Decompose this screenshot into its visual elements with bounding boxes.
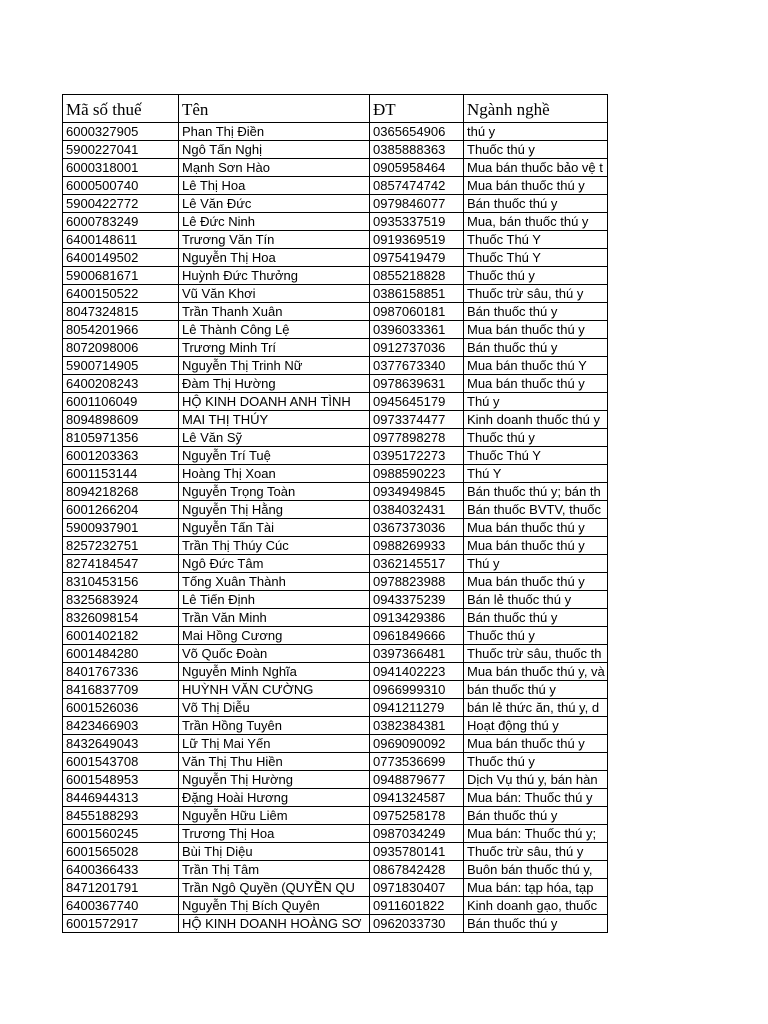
phone-cell[interactable]: 0987060181 xyxy=(370,303,464,321)
table-row xyxy=(63,465,608,483)
name-cell[interactable]: Nguyễn Tấn Tài xyxy=(179,519,370,537)
table-row xyxy=(63,807,608,825)
name-cell[interactable]: Lê Đức Ninh xyxy=(179,213,370,231)
table-row xyxy=(63,483,608,501)
phone-cell[interactable]: 0382384381 xyxy=(370,717,464,735)
tax-code-cell[interactable]: 6001572917 xyxy=(63,915,179,933)
phone-cell[interactable]: 0367373036 xyxy=(370,519,464,537)
tax-code-cell[interactable]: 8054201966 xyxy=(63,321,179,339)
name-cell[interactable]: Võ Quốc Đoàn xyxy=(179,645,370,663)
phone-cell[interactable]: 0973374477 xyxy=(370,411,464,429)
tax-code-cell[interactable]: 6400366433 xyxy=(63,861,179,879)
business-line-cell[interactable]: Bán thuốc thú y xyxy=(464,303,608,321)
phone-cell[interactable]: 0377673340 xyxy=(370,357,464,375)
table-row xyxy=(63,213,608,231)
tax-code-cell[interactable]: 6001153144 xyxy=(63,465,179,483)
business-line-cell[interactable]: thú y xyxy=(464,123,608,141)
tax-code-cell[interactable]: 8274184547 xyxy=(63,555,179,573)
tax-code-cell[interactable]: 6400208243 xyxy=(63,375,179,393)
business-line-cell[interactable]: Mua bán thuốc bảo vệ t xyxy=(464,159,608,177)
phone-cell[interactable]: 0975258178 xyxy=(370,807,464,825)
business-line-cell[interactable]: Buôn bán thuốc thú y, xyxy=(464,861,608,879)
tax-code-cell[interactable]: 8094898609 xyxy=(63,411,179,429)
table-row xyxy=(63,447,608,465)
name-cell[interactable]: Lê Văn Sỹ xyxy=(179,429,370,447)
tax-code-cell[interactable]: 8455188293 xyxy=(63,807,179,825)
name-cell[interactable]: Trần Thị Tâm xyxy=(179,861,370,879)
tax-code-cell[interactable]: 6000327905 xyxy=(63,123,179,141)
phone-cell[interactable]: 0975419479 xyxy=(370,249,464,267)
business-line-cell[interactable]: Bán lẻ thuốc thú y xyxy=(464,591,608,609)
table-row xyxy=(63,321,608,339)
tax-code-cell[interactable]: 8446944313 xyxy=(63,789,179,807)
tax-code-cell[interactable]: 8326098154 xyxy=(63,609,179,627)
phone-cell[interactable]: 0365654906 xyxy=(370,123,464,141)
business-line-cell[interactable]: Thuốc trừ sâu, thú y xyxy=(464,843,608,861)
table-row xyxy=(63,123,608,141)
phone-cell[interactable]: 0934949845 xyxy=(370,483,464,501)
tax-code-cell[interactable]: 6001548953 xyxy=(63,771,179,789)
table-row xyxy=(63,627,608,645)
table-row xyxy=(63,429,608,447)
phone-cell[interactable]: 0943375239 xyxy=(370,591,464,609)
name-cell[interactable]: Đàm Thị Hường xyxy=(179,375,370,393)
name-cell[interactable]: Trần Hồng Tuyên xyxy=(179,717,370,735)
business-line-cell[interactable]: Thuốc thú y xyxy=(464,627,608,645)
tax-code-cell[interactable]: 5900227041 xyxy=(63,141,179,159)
business-line-cell[interactable]: Bán thuốc thú y xyxy=(464,807,608,825)
phone-cell[interactable]: 0935780141 xyxy=(370,843,464,861)
phone-cell[interactable]: 0905958464 xyxy=(370,159,464,177)
tax-code-cell[interactable]: 8105971356 xyxy=(63,429,179,447)
table-row xyxy=(63,897,608,915)
name-cell[interactable]: Trương Minh Trí xyxy=(179,339,370,357)
name-cell[interactable]: HỘ KINH DOANH HOÀNG SƠ xyxy=(179,915,370,933)
phone-cell[interactable]: 0935337519 xyxy=(370,213,464,231)
phone-cell[interactable]: 0912737036 xyxy=(370,339,464,357)
phone-cell[interactable]: 0396033361 xyxy=(370,321,464,339)
phone-cell[interactable]: 0977898278 xyxy=(370,429,464,447)
tax-code-cell[interactable]: 6001402182 xyxy=(63,627,179,645)
name-cell[interactable]: Nguyễn Thị Hoa xyxy=(179,249,370,267)
table-row xyxy=(63,555,608,573)
phone-cell[interactable]: 0988590223 xyxy=(370,465,464,483)
name-cell[interactable]: Văn Thị Thu Hiền xyxy=(179,753,370,771)
business-line-cell[interactable]: Mua bán thuốc thú y xyxy=(464,519,608,537)
table-row xyxy=(63,879,608,897)
business-line-cell[interactable]: Thuốc Thú Y xyxy=(464,249,608,267)
name-cell[interactable]: Mạnh Sơn Hào xyxy=(179,159,370,177)
business-line-cell[interactable]: Mua bán: Thuốc thú y; xyxy=(464,825,608,843)
tax-code-cell[interactable]: 6001203363 xyxy=(63,447,179,465)
table-row xyxy=(63,303,608,321)
tax-code-cell[interactable]: 8471201791 xyxy=(63,879,179,897)
tax-code-cell[interactable]: 5900422772 xyxy=(63,195,179,213)
phone-cell[interactable]: 0867842428 xyxy=(370,861,464,879)
phone-cell[interactable]: 0773536699 xyxy=(370,753,464,771)
table-row xyxy=(63,375,608,393)
tax-code-cell[interactable]: 5900681671 xyxy=(63,267,179,285)
name-cell[interactable]: Tống Xuân Thành xyxy=(179,573,370,591)
table-row xyxy=(63,393,608,411)
business-line-cell[interactable]: Mua bán thuốc thú y xyxy=(464,375,608,393)
tax-code-cell[interactable]: 6001560245 xyxy=(63,825,179,843)
phone-cell[interactable]: 0385888363 xyxy=(370,141,464,159)
tax-code-cell[interactable]: 6000783249 xyxy=(63,213,179,231)
table-row xyxy=(63,249,608,267)
name-cell[interactable]: Ngô Đức Tâm xyxy=(179,555,370,573)
table-row xyxy=(63,285,608,303)
tax-code-cell[interactable]: 6001526036 xyxy=(63,699,179,717)
business-line-cell[interactable]: Mua bán: tạp hóa, tạp xyxy=(464,879,608,897)
tax-code-cell[interactable]: 6000318001 xyxy=(63,159,179,177)
phone-cell[interactable]: 0945645179 xyxy=(370,393,464,411)
business-line-cell[interactable]: Thú y xyxy=(464,393,608,411)
phone-cell[interactable]: 0941402223 xyxy=(370,663,464,681)
table-row xyxy=(63,735,608,753)
header-business-line[interactable]: Ngành nghề xyxy=(464,95,608,123)
phone-cell[interactable]: 0987034249 xyxy=(370,825,464,843)
table-row xyxy=(63,789,608,807)
name-cell[interactable]: Nguyễn Hữu Liêm xyxy=(179,807,370,825)
phone-cell[interactable]: 0919369519 xyxy=(370,231,464,249)
phone-cell[interactable]: 0966999310 xyxy=(370,681,464,699)
business-line-cell[interactable]: Mua bán thuốc thú y xyxy=(464,537,608,555)
phone-cell[interactable]: 0941211279 xyxy=(370,699,464,717)
business-line-cell[interactable]: Bán thuốc BVTV, thuốc xyxy=(464,501,608,519)
name-cell[interactable]: Trần Ngô Quyền (QUYỀN QU xyxy=(179,879,370,897)
name-cell[interactable]: Lê Thành Công Lệ xyxy=(179,321,370,339)
tax-code-cell[interactable]: 8423466903 xyxy=(63,717,179,735)
table-row xyxy=(63,771,608,789)
business-line-cell[interactable]: Thú y xyxy=(464,555,608,573)
phone-cell[interactable]: 0855218828 xyxy=(370,267,464,285)
phone-cell[interactable]: 0941324587 xyxy=(370,789,464,807)
table-row xyxy=(63,573,608,591)
phone-cell[interactable]: 0911601822 xyxy=(370,897,464,915)
phone-cell[interactable]: 0384032431 xyxy=(370,501,464,519)
phone-cell[interactable]: 0913429386 xyxy=(370,609,464,627)
phone-cell[interactable]: 0978823988 xyxy=(370,573,464,591)
name-cell[interactable]: Ngô Tấn Nghị xyxy=(179,141,370,159)
business-line-cell[interactable]: Bán thuốc thú y xyxy=(464,195,608,213)
table-row xyxy=(63,717,608,735)
tax-code-cell[interactable]: 5900714905 xyxy=(63,357,179,375)
phone-cell[interactable]: 0948879677 xyxy=(370,771,464,789)
tax-code-cell[interactable]: 8416837709 xyxy=(63,681,179,699)
tax-code-cell[interactable]: 5900937901 xyxy=(63,519,179,537)
phone-cell[interactable]: 0988269933 xyxy=(370,537,464,555)
table-row xyxy=(63,645,608,663)
phone-cell[interactable]: 0386158851 xyxy=(370,285,464,303)
header-name[interactable]: Tên xyxy=(179,95,370,123)
name-cell[interactable]: MAI THỊ THÚY xyxy=(179,411,370,429)
table-row xyxy=(63,537,608,555)
business-line-cell[interactable]: Dịch Vụ thú y, bán hàn xyxy=(464,771,608,789)
business-line-cell[interactable]: Bán thuốc thú y xyxy=(464,339,608,357)
phone-cell[interactable]: 0969090092 xyxy=(370,735,464,753)
table-row xyxy=(63,339,608,357)
name-cell[interactable]: Nguyễn Thị Bích Quyên xyxy=(179,897,370,915)
name-cell[interactable]: Lê Thị Hoa xyxy=(179,177,370,195)
tax-code-cell[interactable]: 6400150522 xyxy=(63,285,179,303)
tax-code-cell[interactable]: 8310453156 xyxy=(63,573,179,591)
name-cell[interactable]: Võ Thị Diễu xyxy=(179,699,370,717)
header-row xyxy=(63,95,608,123)
name-cell[interactable]: Lê Văn Đức xyxy=(179,195,370,213)
business-line-cell[interactable]: Bán thuốc thú y; bán th xyxy=(464,483,608,501)
name-cell[interactable]: Nguyễn Thị Trinh Nữ xyxy=(179,357,370,375)
tax-code-cell[interactable]: 8257232751 xyxy=(63,537,179,555)
business-line-cell[interactable]: Mua bán thuốc thú Y xyxy=(464,357,608,375)
business-line-cell[interactable]: Mua bán: Thuốc thú y xyxy=(464,789,608,807)
business-line-cell[interactable]: Thuốc Thú Y xyxy=(464,231,608,249)
header-tax-code[interactable]: Mã số thuế xyxy=(63,95,179,123)
table-row xyxy=(63,699,608,717)
business-line-cell[interactable]: Mua bán thuốc thú y xyxy=(464,177,608,195)
tax-code-cell[interactable]: 6000500740 xyxy=(63,177,179,195)
table-row xyxy=(63,195,608,213)
name-cell[interactable]: Trương Văn Tín xyxy=(179,231,370,249)
business-line-cell[interactable]: Kinh doanh thuốc thú y xyxy=(464,411,608,429)
phone-cell[interactable]: 0979846077 xyxy=(370,195,464,213)
name-cell[interactable]: Vũ Văn Khơi xyxy=(179,285,370,303)
name-cell[interactable]: Nguyễn Trí Tuệ xyxy=(179,447,370,465)
name-cell[interactable]: Phan Thị Điền xyxy=(179,123,370,141)
tax-code-cell[interactable]: 8094218268 xyxy=(63,483,179,501)
name-cell[interactable]: Lữ Thị Mai Yến xyxy=(179,735,370,753)
name-cell[interactable]: Lê Tiến Định xyxy=(179,591,370,609)
business-line-cell[interactable]: Thú Y xyxy=(464,465,608,483)
name-cell[interactable]: Trương Thị Hoa xyxy=(179,825,370,843)
table-row xyxy=(63,825,608,843)
table-row xyxy=(63,861,608,879)
table-row xyxy=(63,843,608,861)
business-line-cell[interactable]: Thuốc thú y xyxy=(464,753,608,771)
tax-code-cell[interactable]: 8401767336 xyxy=(63,663,179,681)
business-line-cell[interactable]: Bán thuốc thú y xyxy=(464,609,608,627)
tax-code-cell[interactable]: 6001543708 xyxy=(63,753,179,771)
phone-cell[interactable]: 0397366481 xyxy=(370,645,464,663)
name-cell[interactable]: Trần Thị Thúy Cúc xyxy=(179,537,370,555)
table-row xyxy=(63,519,608,537)
taxpayer-table xyxy=(62,94,608,933)
table-row xyxy=(63,753,608,771)
tax-code-cell[interactable]: 6001565028 xyxy=(63,843,179,861)
phone-cell[interactable]: 0961849666 xyxy=(370,627,464,645)
name-cell[interactable]: Mai Hồng Cương xyxy=(179,627,370,645)
name-cell[interactable]: Trần Thanh Xuân xyxy=(179,303,370,321)
tax-code-cell[interactable]: 8325683924 xyxy=(63,591,179,609)
name-cell[interactable]: Huỳnh Đức Thưởng xyxy=(179,267,370,285)
table-row xyxy=(63,411,608,429)
business-line-cell[interactable]: Bán thuốc thú y xyxy=(464,915,608,933)
table-row xyxy=(63,915,608,933)
business-line-cell[interactable]: Mua bán thuốc thú y xyxy=(464,321,608,339)
header-phone[interactable]: ĐT xyxy=(370,95,464,123)
table-row xyxy=(63,141,608,159)
business-line-cell[interactable]: bán lẻ thức ăn, thú y, d xyxy=(464,699,608,717)
table-row xyxy=(63,267,608,285)
tax-code-cell[interactable]: 6400148611 xyxy=(63,231,179,249)
phone-cell[interactable]: 0978639631 xyxy=(370,375,464,393)
name-cell[interactable]: Bùi Thị Diệu xyxy=(179,843,370,861)
name-cell[interactable]: Trần Văn Minh xyxy=(179,609,370,627)
table-row xyxy=(63,159,608,177)
table-row xyxy=(63,591,608,609)
table-row xyxy=(63,357,608,375)
business-line-cell[interactable]: Thuốc thú y xyxy=(464,429,608,447)
tax-code-cell[interactable]: 6400149502 xyxy=(63,249,179,267)
name-cell[interactable]: HỘ KINH DOANH ANH TÌNH xyxy=(179,393,370,411)
table-row xyxy=(63,663,608,681)
tax-code-cell[interactable]: 6001106049 xyxy=(63,393,179,411)
name-cell[interactable]: Hoàng Thị Xoan xyxy=(179,465,370,483)
business-line-cell[interactable]: Kinh doanh gạo, thuốc xyxy=(464,897,608,915)
table-row xyxy=(63,501,608,519)
name-cell[interactable]: Nguyễn Thị Hằng xyxy=(179,501,370,519)
business-line-cell[interactable]: Thuốc trừ sâu, thuốc th xyxy=(464,645,608,663)
phone-cell[interactable]: 0362145517 xyxy=(370,555,464,573)
phone-cell[interactable]: 0962033730 xyxy=(370,915,464,933)
tax-code-cell[interactable]: 8432649043 xyxy=(63,735,179,753)
business-line-cell[interactable]: Mua bán thuốc thú y, và xyxy=(464,663,608,681)
tax-code-cell[interactable]: 6001484280 xyxy=(63,645,179,663)
table-row xyxy=(63,681,608,699)
table-row xyxy=(63,609,608,627)
tax-code-cell[interactable]: 6001266204 xyxy=(63,501,179,519)
business-line-cell[interactable]: Hoạt động thú y xyxy=(464,717,608,735)
tax-code-cell[interactable]: 8072098006 xyxy=(63,339,179,357)
name-cell[interactable]: Nguyễn Thị Hường xyxy=(179,771,370,789)
table-row xyxy=(63,231,608,249)
name-cell[interactable]: HUỲNH VĂN CƯỜNG xyxy=(179,681,370,699)
business-line-cell[interactable]: bán thuốc thú y xyxy=(464,681,608,699)
tax-code-cell[interactable]: 6400367740 xyxy=(63,897,179,915)
name-cell[interactable]: Nguyễn Minh Nghĩa xyxy=(179,663,370,681)
phone-cell[interactable]: 0971830407 xyxy=(370,879,464,897)
business-line-cell[interactable]: Mua bán thuốc thú y xyxy=(464,735,608,753)
business-line-cell[interactable]: Mua bán thuốc thú y xyxy=(464,573,608,591)
business-line-cell[interactable]: Thuốc thú y xyxy=(464,267,608,285)
business-line-cell[interactable]: Thuốc thú y xyxy=(464,141,608,159)
name-cell[interactable]: Đặng Hoài Hương xyxy=(179,789,370,807)
phone-cell[interactable]: 0395172273 xyxy=(370,447,464,465)
business-line-cell[interactable]: Thuốc trừ sâu, thú y xyxy=(464,285,608,303)
name-cell[interactable]: Nguyễn Trọng Toàn xyxy=(179,483,370,501)
phone-cell[interactable]: 0857474742 xyxy=(370,177,464,195)
tax-code-cell[interactable]: 8047324815 xyxy=(63,303,179,321)
business-line-cell[interactable]: Mua, bán thuốc thú y xyxy=(464,213,608,231)
business-line-cell[interactable]: Thuốc Thú Y xyxy=(464,447,608,465)
table-row xyxy=(63,177,608,195)
